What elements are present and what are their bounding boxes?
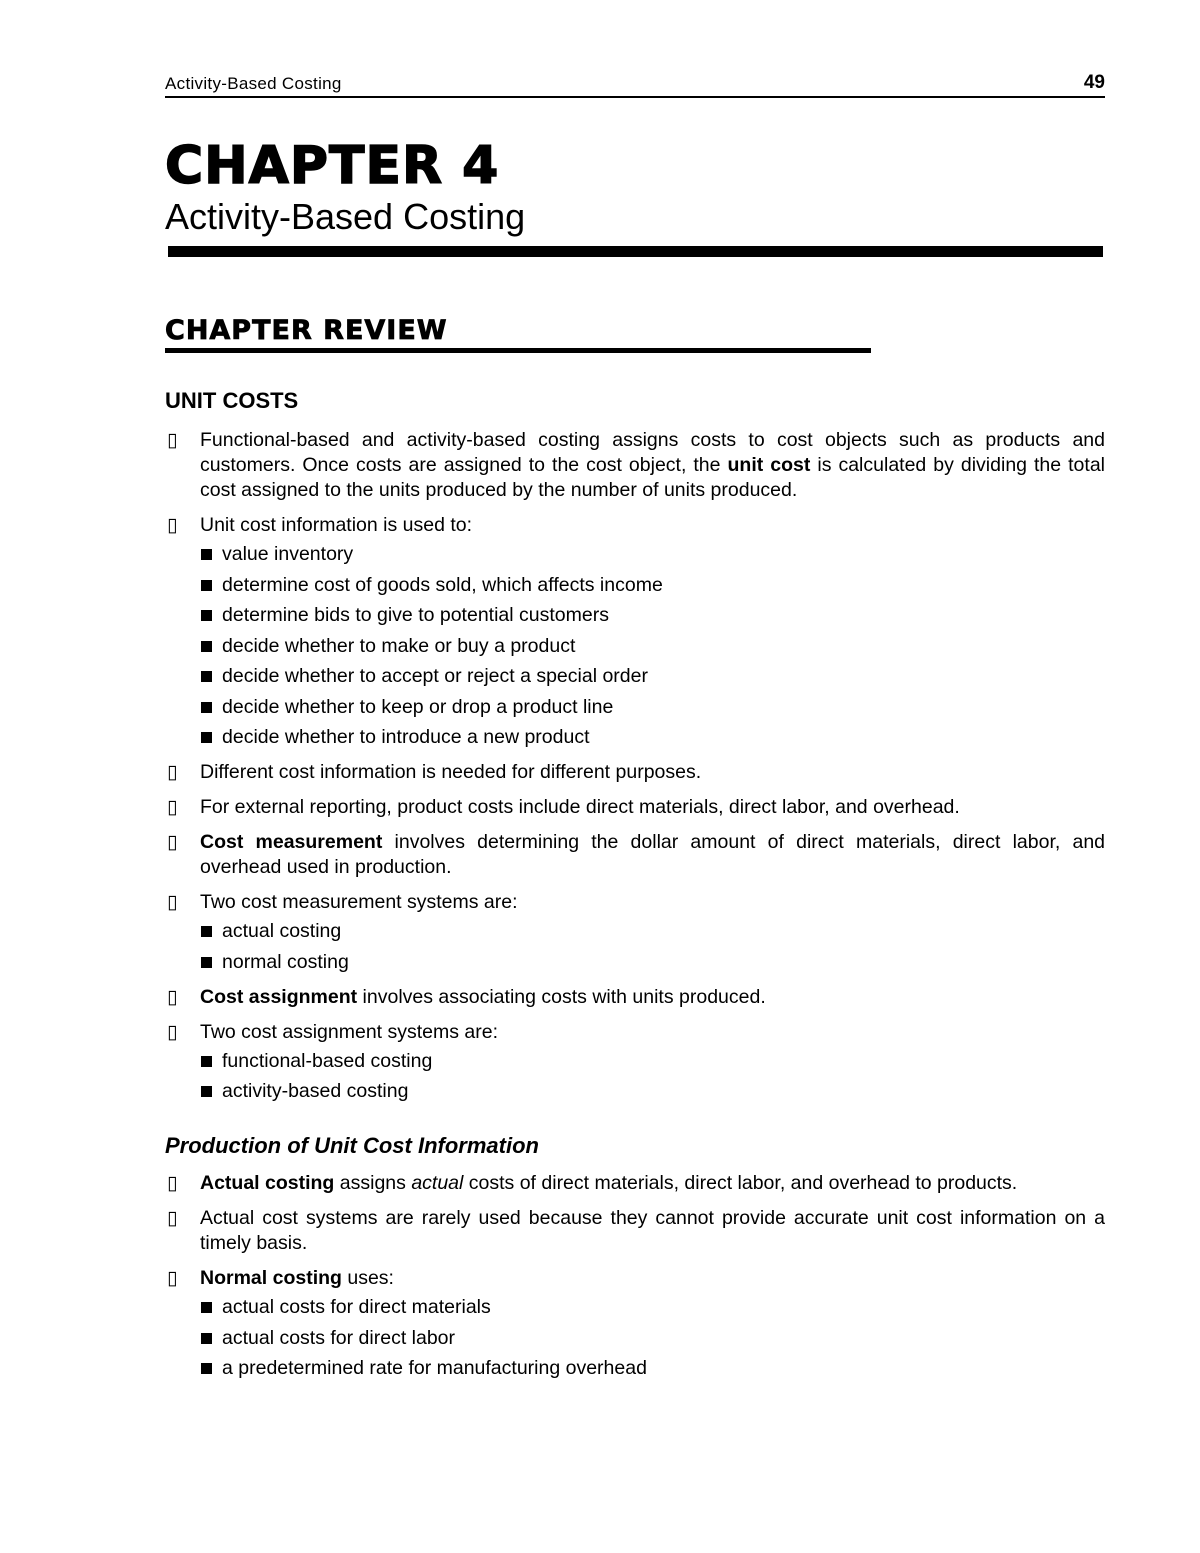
sub-list-item: decide whether to make or buy a product xyxy=(200,634,1105,659)
chapter-rule xyxy=(168,246,1103,257)
chapter-title: Activity-Based Costing xyxy=(165,196,526,237)
list-item: ▯ Cost measurement involves determining the dollar amount of direct materials, direct labor, and overhead used in production. xyxy=(167,831,1106,878)
chapter-review-heading: CHAPTER REVIEW xyxy=(165,315,448,346)
running-title: Activity-Based Costing xyxy=(165,74,342,93)
sub-list-item: determine bids to give to potential customers xyxy=(200,603,1105,628)
sub-list-item: value inventory xyxy=(200,542,1105,567)
square-bullet-icon xyxy=(201,1056,212,1067)
chapter-review-rule xyxy=(165,348,871,353)
sub-list-item: decide whether to accept or reject a special order xyxy=(200,664,1105,689)
bullet-marker: ▯ xyxy=(167,762,178,783)
sub-list-item: decide whether to introduce a new product xyxy=(200,725,1105,750)
sub-list xyxy=(200,919,1105,975)
list-item: ▯ Different cost information is needed for different purposes. xyxy=(167,761,702,783)
sub-list-item: a predetermined rate for manufacturing overhead xyxy=(200,1356,1105,1381)
square-bullet-icon xyxy=(201,641,212,652)
square-bullet-icon xyxy=(201,1086,212,1097)
list-item: ▯ Unit cost information is used to: value inventory determine cost of goods sold, which affects income determine bids to give to potential customers decide whether to make or buy a product decide whether to accept or reject a special order decide whether to keep or drop a product line decide whether to introduce a new product xyxy=(165,513,1105,750)
sub-list xyxy=(200,1049,1105,1105)
sub-list-item: decide whether to keep or drop a product line xyxy=(200,695,1105,720)
square-bullet-icon xyxy=(201,580,212,591)
content xyxy=(165,388,1105,1391)
square-bullet-icon xyxy=(201,957,212,968)
list-item: ▯ Normal costing uses: actual costs for direct materials actual costs for direct labor a predetermined rate for manufacturing overhead xyxy=(165,1266,1105,1381)
sub-list-item: actual costing xyxy=(200,919,1105,944)
term-actual-costing: Actual costing xyxy=(200,1172,335,1194)
bullet-marker: ▯ xyxy=(167,1021,178,1043)
bullet-marker: ▯ xyxy=(167,986,178,1008)
sub-list-item: actual costs for direct materials xyxy=(200,1295,1105,1320)
sub-list-item: activity-based costing xyxy=(200,1079,1105,1104)
sub-list-item: actual costs for direct labor xyxy=(200,1326,1105,1351)
term-unit-cost: unit cost xyxy=(727,454,811,476)
square-bullet-icon xyxy=(201,926,212,937)
subsection-heading-production: Production of Unit Cost Information xyxy=(165,1133,539,1158)
sub-list-item: functional-based costing xyxy=(200,1049,1105,1074)
list-item: ▯ Two cost assignment systems are: functional-based costing activity-based costing xyxy=(165,1020,1105,1105)
sub-list xyxy=(200,542,1105,750)
sub-list-item: normal costing xyxy=(200,950,1105,975)
square-bullet-icon xyxy=(201,671,212,682)
bullet-marker: ▯ xyxy=(167,832,178,853)
term-cost-assignment: Cost assignment xyxy=(200,985,358,1008)
bullet-marker: ▯ xyxy=(167,1208,178,1229)
chapter-label: CHAPTER 4 xyxy=(165,136,500,196)
sub-list-item: determine cost of goods sold, which affects income xyxy=(200,573,1105,598)
list-item: ▯ Functional-based and activity-based costing assigns costs to cost objects such as products and customers. Once costs are assigned to the cost object, the unit cost is calculated by dividing the total cost assigned to the units produced by the number of units produced. xyxy=(167,429,1105,501)
running-header xyxy=(165,72,1105,98)
bullet-marker: ▯ xyxy=(167,430,178,451)
list-item: ▯ Two cost measurement systems are: actual costing normal costing xyxy=(165,890,1105,975)
term-normal-costing: Normal costing xyxy=(200,1267,342,1289)
square-bullet-icon xyxy=(201,1333,212,1344)
square-bullet-icon xyxy=(201,1363,212,1374)
list-item: ▯ Cost assignment involves associating costs with units produced. xyxy=(167,985,766,1008)
bullet-marker: ▯ xyxy=(167,515,178,536)
square-bullet-icon xyxy=(201,732,212,743)
bullet-marker: ▯ xyxy=(167,797,178,818)
list-item: ▯ Actual cost systems are rarely used because they cannot provide accurate unit cost information on a timely basis. xyxy=(167,1207,1105,1254)
square-bullet-icon xyxy=(201,1302,212,1313)
bullet-marker: ▯ xyxy=(167,1268,178,1289)
section-heading-unit-costs: UNIT COSTS xyxy=(165,388,299,413)
bullet-marker: ▯ xyxy=(167,892,178,913)
square-bullet-icon xyxy=(201,549,212,560)
square-bullet-icon xyxy=(201,610,212,621)
page-number: 49 xyxy=(1083,72,1105,93)
sub-list xyxy=(200,1295,1105,1381)
square-bullet-icon xyxy=(201,702,212,713)
term-cost-measurement: Cost measurement xyxy=(200,831,383,853)
list-item: ▯ Actual costing assigns actual costs of direct materials, direct labor, and overhead to products. xyxy=(167,1172,1018,1194)
list-item: ▯ For external reporting, product costs include direct materials, direct labor, and overhead. xyxy=(167,796,960,818)
bullet-marker: ▯ xyxy=(167,1173,178,1194)
